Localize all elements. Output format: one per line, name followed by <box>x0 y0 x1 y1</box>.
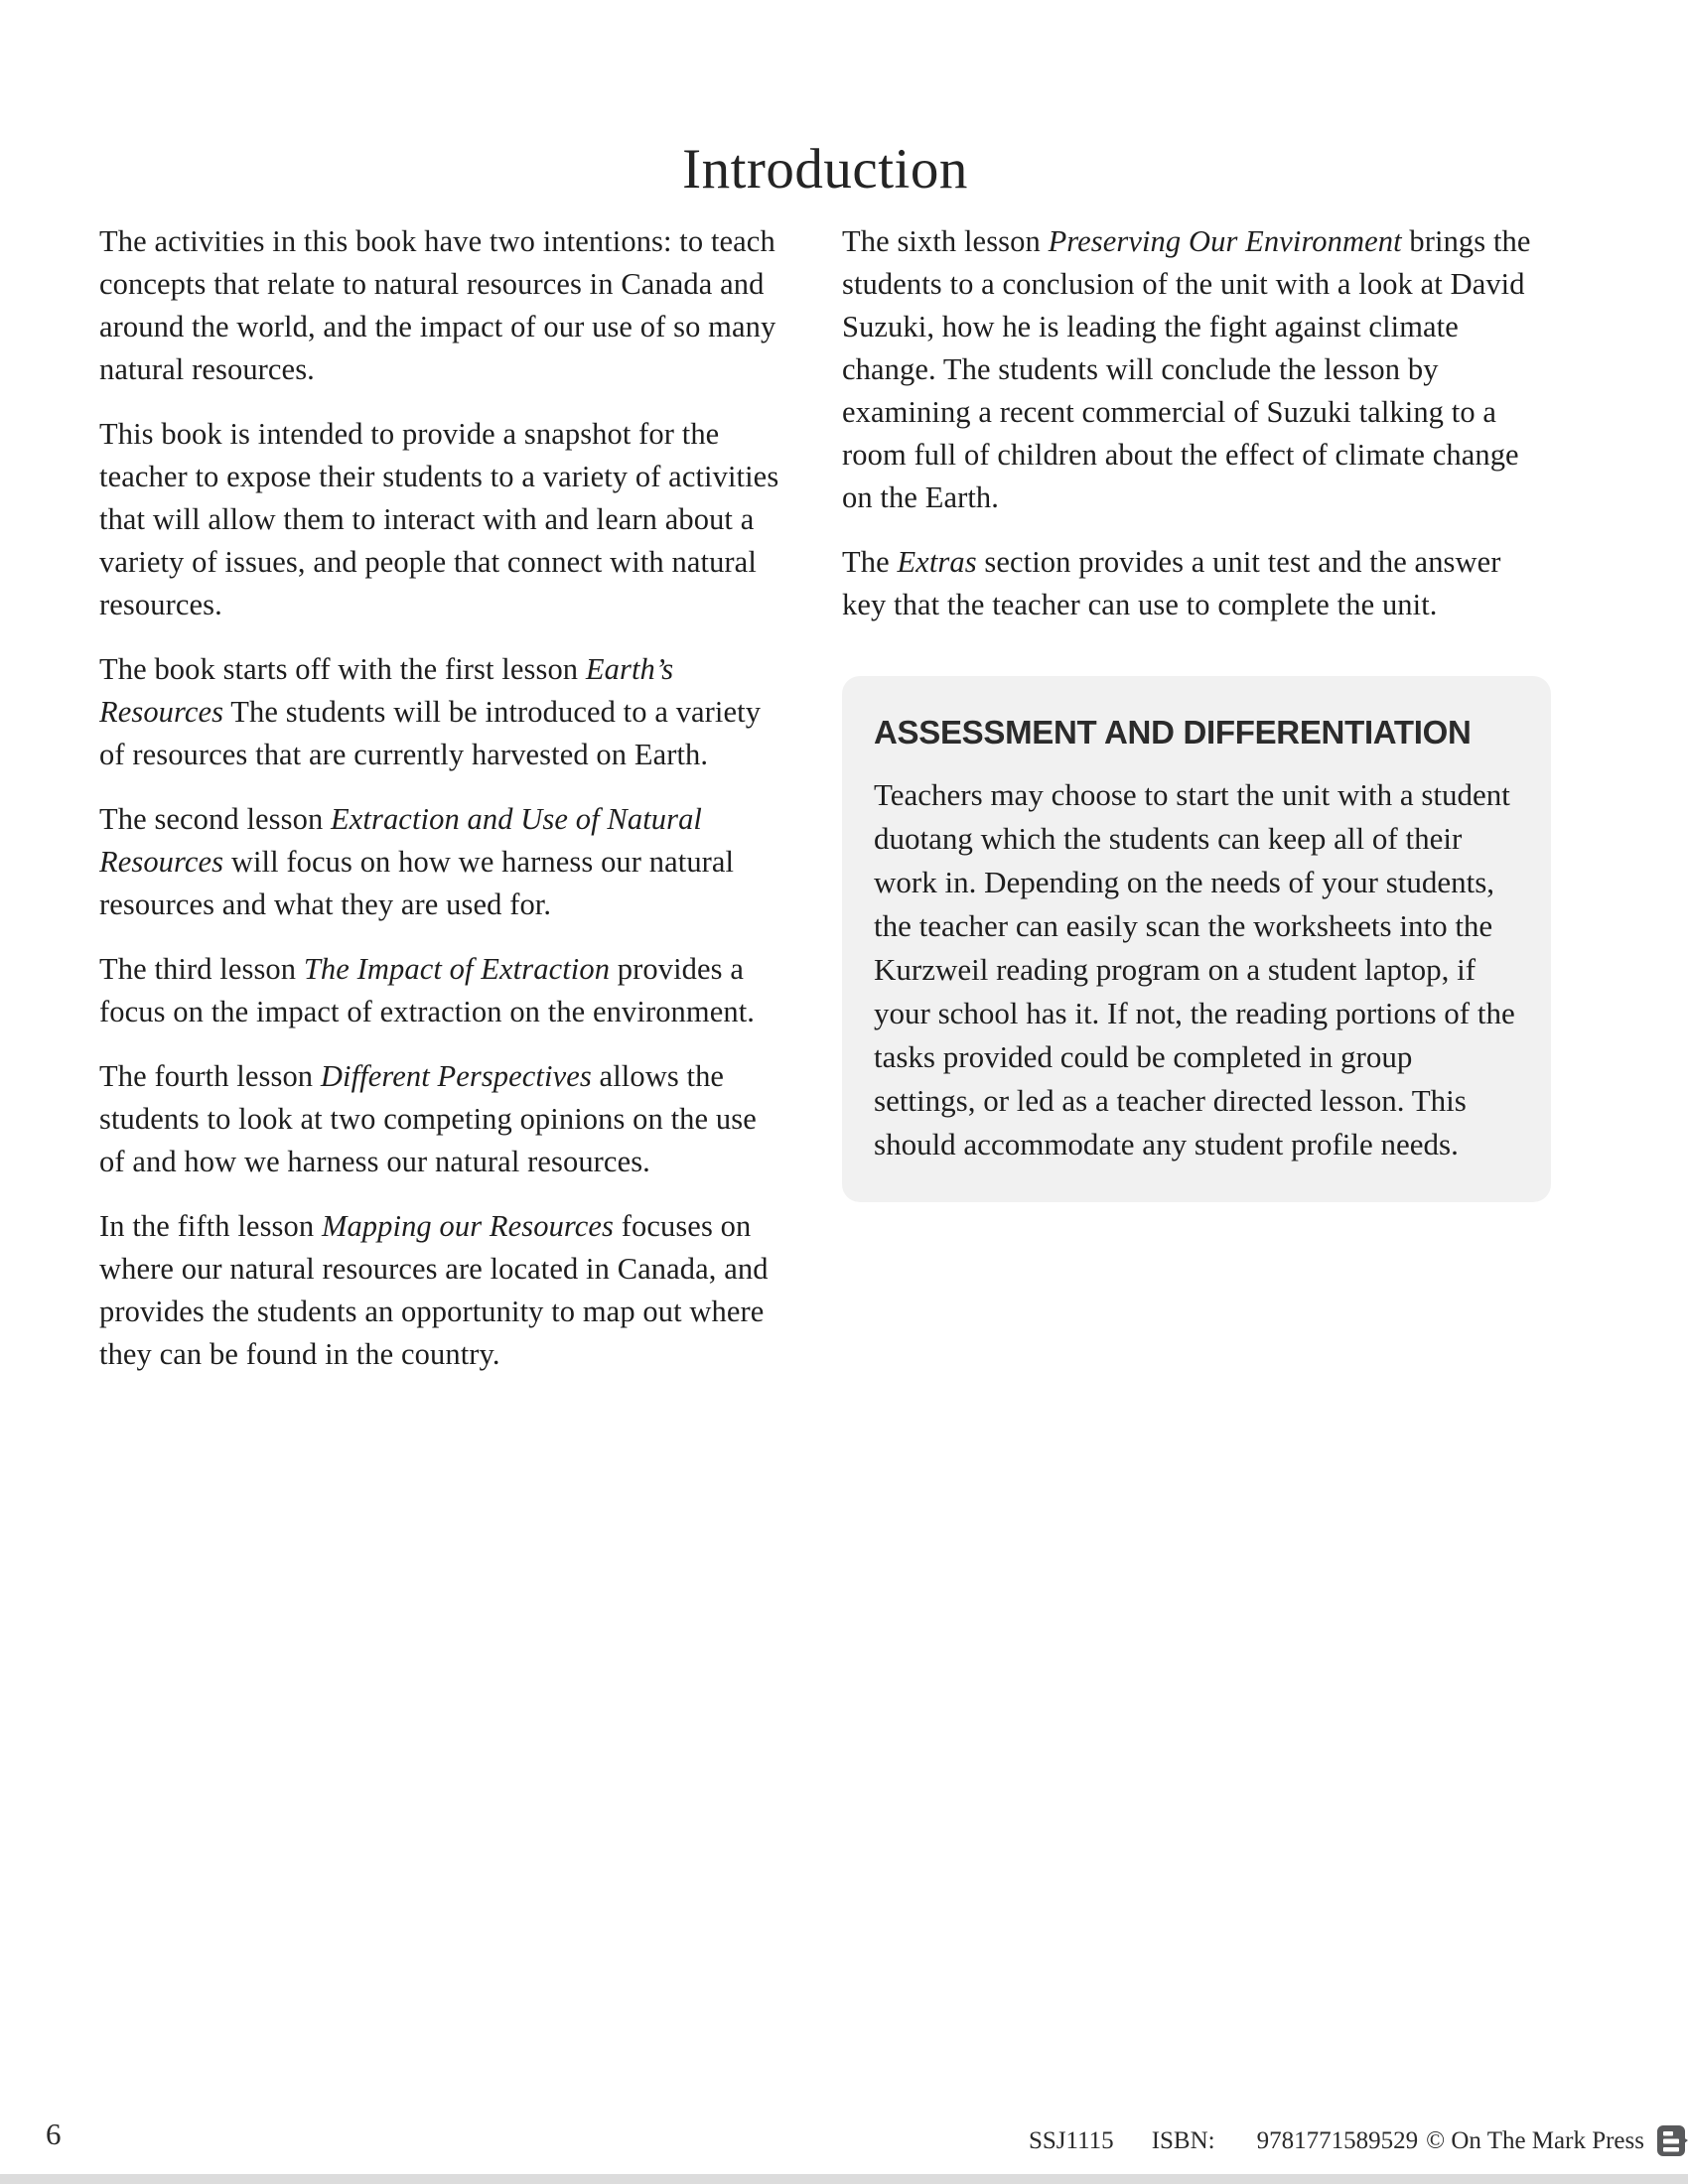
footer-isbn-label: ISBN: <box>1151 2126 1215 2154</box>
text-segment: The <box>842 545 898 579</box>
left-column <box>99 220 786 1376</box>
right-column <box>842 220 1551 1202</box>
lesson-title-text: Preserving Our Environment <box>1048 224 1402 258</box>
lesson-title-text: Different Perspectives <box>320 1059 592 1093</box>
footer-copyright: © On The Mark Press <box>1426 2126 1644 2154</box>
page-number: 6 <box>46 2116 62 2151</box>
paragraph <box>99 648 786 776</box>
paragraph <box>99 1055 786 1183</box>
text-segment: The third lesson <box>99 952 304 986</box>
footer <box>1029 2124 1688 2157</box>
text-segment: The fourth lesson <box>99 1059 321 1093</box>
paragraph <box>842 220 1551 519</box>
assessment-box-body: Teachers may choose to start the unit with a student duotang which the students can keep all of their work in. Depending on the needs of your students, the teacher can easily scan the worksheets into the Kurzweil reading program on a student laptop, if your school has it. If not, the reading portions of the tasks provided could be completed in group settings, or led as a teacher directed lesson. This should accommodate any student profile needs. <box>874 777 1515 1161</box>
text-segment: brings the students to a conclusion of the unit with a look at David Suzuki, how he is leading the fight against climate change. The students will conclude the lesson by examining a recent commercial of Suzuki talking to a room full of children about the effect of climate change on the Earth. <box>842 224 1531 514</box>
lesson-title-text: Extras <box>897 545 977 579</box>
text-segment: allows the students to look at two competing opinions on the use of and how we harness our natural resources. <box>99 1059 757 1178</box>
text-segment: section provides a unit test and the answer key that the teacher can use to complete the unit. <box>842 545 1501 621</box>
text-segment: The students will be introduced to a variety of resources that are currently harvested on Earth. <box>99 695 762 771</box>
assessment-and-differentiation-box <box>842 676 1551 1202</box>
lesson-title-text: The Impact of Extraction <box>303 952 611 986</box>
text-segment: The second lesson <box>99 802 332 836</box>
lesson-title-text: Mapping our Resources <box>321 1209 615 1243</box>
text-segment: The book starts off with the first lesson <box>99 652 586 686</box>
two-column-layout <box>99 220 1551 1376</box>
paragraph <box>99 798 786 926</box>
text-segment: The activities in this book have two intentions: to teach concepts that relate to natural resources in Canada and around the world, and the impact of our use of so many natural resources. <box>99 224 776 386</box>
lesson-title-text: Extraction and Use of Natural Resources <box>99 802 703 879</box>
text-segment: The sixth lesson <box>842 224 1049 258</box>
paragraph <box>99 220 786 391</box>
right-column-paragraphs <box>842 220 1551 626</box>
footer-isbn-number: 9781771589529 <box>1256 2126 1419 2154</box>
lesson-title-text: Earth’s Resources <box>99 652 674 729</box>
text-segment: focuses on where our natural resources are located in Canada, and provides the students an opportunity to map out where they can be found in the country. <box>99 1209 769 1371</box>
paragraph <box>842 541 1551 626</box>
publisher-logo-icon <box>1656 2124 1688 2157</box>
page-title: Introduction <box>682 138 968 202</box>
text-segment: will focus on how we harness our natural resources and what they are used for. <box>99 845 735 921</box>
text-segment: provides a focus on the impact of extraction on the environment. <box>99 952 756 1028</box>
footer-product-code: SSJ1115 <box>1029 2126 1114 2154</box>
paragraph <box>99 948 786 1033</box>
paragraph <box>99 413 786 626</box>
paragraph <box>99 1205 786 1376</box>
page-bottom-edge <box>0 2174 1688 2184</box>
text-segment: In the fifth lesson <box>99 1209 322 1243</box>
text-segment: This book is intended to provide a snapshot for the teacher to expose their students to a variety of activities that will allow them to interact with and learn about a variety of issues, and people that connect with natural resources. <box>99 417 779 621</box>
assessment-box-heading: ASSESSMENT AND DIFFERENTIATION <box>874 714 1472 751</box>
